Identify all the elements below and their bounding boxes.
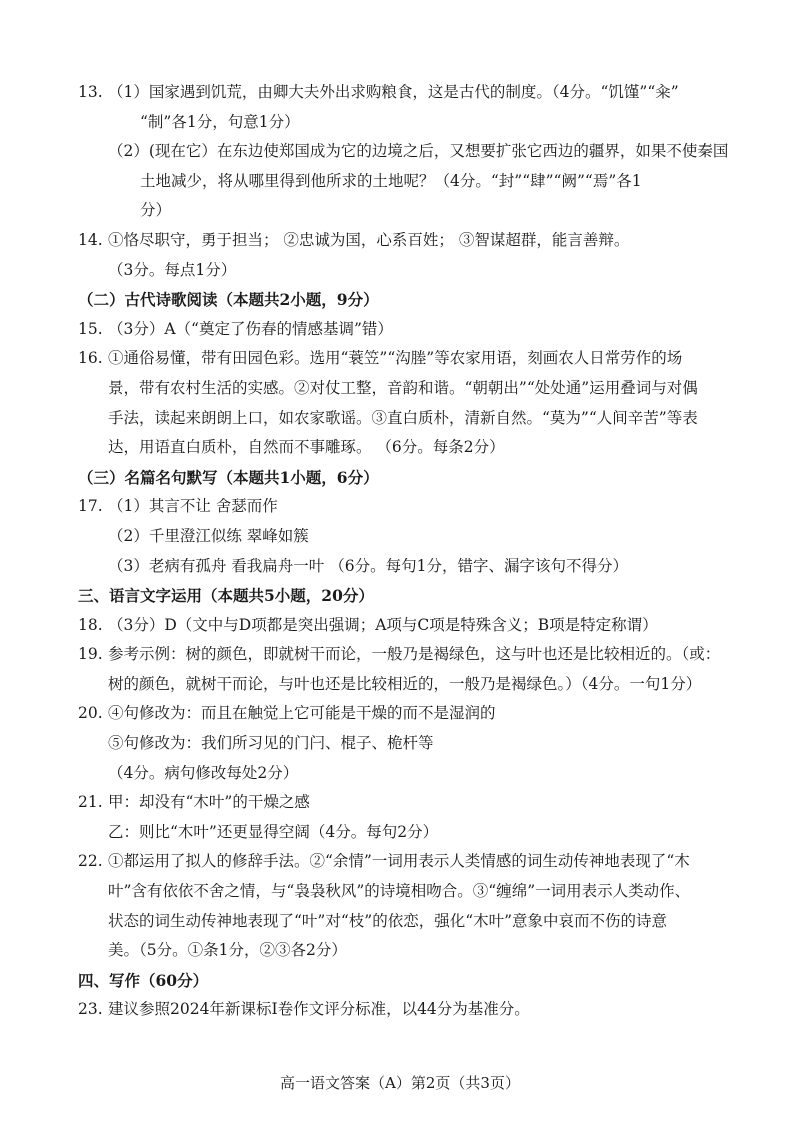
- q21-line-2: 乙：则比“木叶”还更显得空阔（4分。每句2分）: [108, 822, 439, 841]
- q21-line-1: [78, 788, 750, 818]
- q13-line-2: “制”各1分，句意1分）: [140, 112, 300, 131]
- section-heading-writing: 四、写作（60分）: [78, 970, 209, 990]
- q16-text-1: ①通俗易懂，带有田园色彩。选用“蓑笠”“沟塍”等农家用语，刻画农人日常劳作的场: [108, 349, 683, 368]
- q14-line-2: （3分。每点1分）: [108, 260, 237, 279]
- question-number-15: 15.: [78, 319, 103, 338]
- question-number-20: 20.: [78, 704, 103, 723]
- q13-line-1: [78, 78, 750, 108]
- q19-text-1: 参考示例：树的颜色，即就树干而论，一般乃是褐绿色，这与叶也还是比较相近的。（或：: [108, 645, 721, 664]
- section-heading-poetry: （二）古代诗歌阅读（本题共2小题，9分）: [78, 290, 379, 310]
- q23-text: 建议参照2024年新课标I卷作文评分标准，以44分为基准分。: [108, 1000, 530, 1019]
- section-heading-recitation: （三）名篇名句默写（本题共1小题，6分）: [78, 467, 379, 487]
- q15-text: （3分）A（“奠定了伤春的情感基调”错）: [108, 319, 393, 338]
- question-number-21: 21.: [78, 793, 103, 812]
- q16-line-1: [78, 344, 750, 374]
- q17-line-1: [78, 492, 750, 522]
- section-heading-language-use: 三、语言文字运用（本题共5小题，20分）: [78, 586, 374, 606]
- question-number-16: 16.: [78, 349, 103, 368]
- q20-text-1: ④句修改为：而且在触觉上它可能是干燥的而不是湿润的: [108, 704, 496, 723]
- question-number-19: 19.: [78, 645, 103, 664]
- q13-line-3: （2）(现在它）在东边使郑国成为它的边境之后，又想要扩张它西边的疆界，如果不使秦国: [108, 142, 729, 161]
- q13-line-5: 分）: [140, 201, 172, 220]
- q13-line-4: 土地减少，将从哪里得到他所求的土地呢？（4分。“封”“肆”“阙”“焉”各1: [140, 171, 642, 190]
- page-footer: 高一语文答案（A）第2页（共3页）: [280, 1074, 520, 1092]
- q17-line-2: （2）千里澄江似练 翠峰如簇: [108, 526, 309, 545]
- q16-line-2: 景，带有农村生活的实感。②对仗工整，音韵和谐。“朝朝出”“处处通”运用叠词与对偶: [108, 378, 698, 397]
- q17-text-1: （1）其言不让 舍瑟而作: [108, 497, 278, 516]
- question-number-18: 18.: [78, 615, 103, 634]
- question-number-23: 23.: [78, 1000, 103, 1019]
- q19-line-1: [78, 640, 750, 670]
- q14-text: ①恪尽职守，勇于担当； ②忠诚为国，心系百姓； ③智谋超群，能言善辩。: [108, 230, 630, 249]
- q21-text-1: 甲：却没有“木叶”的干燥之感: [108, 793, 310, 812]
- q23-line: [78, 995, 750, 1025]
- q16-line-4: 达，用语直白质朴，自然而不事雕琢。 （6分。每条2分）: [108, 438, 505, 457]
- q18-text: （3分）D（文中与D项都是突出强调；A项与C项是特殊含义；B项是特定称谓）: [108, 615, 658, 634]
- q22-line-1: [78, 847, 750, 877]
- q18-line: [78, 611, 750, 641]
- q16-line-3: 手法，读起来朗朗上口，如农家歌谣。③直白质朴，清新自然。“莫为”“人间辛苦”等表: [108, 408, 698, 427]
- q14-line-1: [78, 226, 750, 256]
- question-number-22: 22.: [78, 852, 103, 871]
- q22-text-1: ①都运用了拟人的修辞手法。②“余情”一词用表示人类情感的词生动传神地表现了“木: [108, 852, 690, 871]
- question-number-14: 14.: [78, 230, 103, 249]
- q22-line-2: 叶”含有依依不舍之情，与“袅袅秋风”的诗境相吻合。③“缠绵”一词用表示人类动作、: [108, 882, 691, 901]
- question-number-13: 13.: [78, 83, 103, 101]
- q13-part1-text: （1）国家遇到饥荒，由卿大夫外出求购粮食，这是古代的制度。（4分。“饥馑”“籴”: [108, 83, 679, 101]
- q22-line-3: 状态的词生动传神地表现了“叶”对“枝”的依恋，强化“木叶”意象中哀而不伤的诗意: [108, 911, 668, 930]
- q20-line-3: （4分。病句修改每处2分）: [108, 763, 299, 782]
- q20-line-1: [78, 699, 750, 729]
- q19-line-2: 树的颜色，就树干而论，与叶也还是比较相近的，一般乃是褐绿色。）（4分。一句1分）: [108, 674, 702, 693]
- q22-line-4: 美。（5分。①条1分，②③各2分）: [108, 941, 347, 960]
- question-number-17: 17.: [78, 497, 103, 516]
- q15-line: [78, 315, 750, 345]
- q20-line-2: ⑤句修改为：我们所习见的门闩、棍子、桅杆等: [108, 734, 434, 753]
- q17-line-3: （3）老病有孤舟 看我扁舟一叶 （6分。每句1分，错字、漏字该句不得分）: [108, 556, 628, 575]
